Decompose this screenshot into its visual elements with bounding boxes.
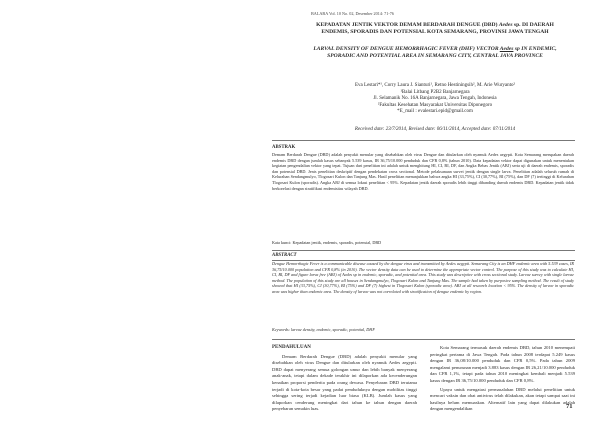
abstrak-heading: ABSTRAK [272,145,296,150]
affiliation-2: ²Fakultas Kesehatan Masyarakat Universitas Diponegoro [377,102,493,108]
abstrak-body: Demam Berdarah Dengue (DBD) adalah penyakit menular yang disebabkan oleh virus Dengue dan ditularkan oleh nyamuk Aedes aegypti. Kota Semarang merupakan daerah endemis DBD dengan jumlah kasus sebanyak 5.539 kasus, IR 36,75/10.000 penduduk dan CFR 0,8% (tahun 2010). Data kepadatan vektor dapat digunakan untuk menentukan kegiatan pengendalian vektor yang tepat. Tujuan dari penelitian ini adalah untuk menghitung HI, CI, BI, DF, dan Angka Bebas Jentik (ABJ) serta uji di daerah endemis, sporadis dan potensial DBD. Jenis penelitian deskriptif dengan pendekatan cross sectional. Metode pelaksanaan survei jentik dengan single larva. Penelitian adalah seluruh rumah di Kelurahan Sendangmulyo, Tlogosari Kulon dan Tanjung Mas. Hasil penelitian menunjukkan bahwa angka HI (33,75%), CI (30,77%), BI (75%), dan DF (7) tertinggi di Kelurahan Tlogosari Kulon (sporadis). Angka ABJ di semua lokasi penelitian < 95%. Kepadatan jentik daerah sporadis lebih tinggi dibanding daerah endemis DBD. Kepadatan jentik tidak berkorelasi dengan stratifikasi endemisitas wilayah DBD. [272,152,574,191]
divider [272,140,575,141]
running-head: BALABA Vol. 10 No. 02, Desember 2014: 71-76 [311,11,394,16]
section-heading: PENDAHULUAN [272,345,311,350]
title-english: LARVAL DENSITY OF DENGUE HEMORRHAGIC FEVER (DHF) VECTOR Aedes sp IN ENDEMIC, SPORADIC AND POTENTIAL AREA IN SEMARANG CITY, CENTRAL JAVA PROVINCE [313,46,557,59]
species-name: Aedes [499,46,514,52]
body-column-right [430,345,575,415]
author-email: *E_mail : evalestari.epid@gmail.com [397,109,473,115]
body-paragraph: Upaya untuk mengatasi permasalahan DBD melalui penelitian untuk mencari vaksin dan obat antivirus telah dilakukan, akan tetapi sampai saat ini hasilnya belum memuaskan. Alternatif lain yang dapat dilakukan adalah dengan mengendalikan [430,386,575,412]
abstrak-keywords: Kata kunci: Kepadatan jentik, endemis, sporadis, potensial, DBD [272,240,382,245]
submission-dates: Received date: 23/7/2014, Revised date: 06/11/2014, Accepted date: 07/11/2014 [354,127,516,132]
page-number: 71 [566,403,573,410]
divider [272,250,575,251]
species-name: Aedes [498,22,513,28]
author-names: Eva Lestari*¹, Corry Laura J. Sianturi¹, Retno Hestiningsih², M. Arie Wuryanto² [355,83,515,88]
abstract-keywords: Keywords: larvae density, endemic, sporadic, potential, DHF [272,327,375,332]
divider [272,339,575,340]
affiliation-1-address: Jl. Selamanik No. 16A Banjarnegara, Jawa Tengah, Indonesia [373,96,497,102]
abstract-heading: ABSTRACT [272,253,297,258]
body-paragraph: Demam Berdarah Dengue (DBD) adalah penyakit menular yang disebabkan oleh virus Dengue dan ditularkan oleh nyamuk Aedes aegypti. DBD dapat menyerang semua golongan umur dan lebih banyak menyerang anak-anak, tetapi dalam dekade terakhir ini dilaporkan ada kecenderungan kenaikan proporsi penderita pada orang dewasa. Penyebaran DBD terutama terjadi di kota-kota besar yang padat penduduknya dengan mobilitas tinggi sehingga sering terjadi kejadian luar biasa (KLB). Jumlah kasus yang dilaporkan cenderung meningkat dari tahun ke tahun dengan daerah penyebaran semakin luas. [272,353,417,412]
author-block [300,83,570,116]
body-paragraph: Kota Semarang termasuk daerah endemis DBD, tahun 2010 menempati peringkat pertama di Jawa Tengah. Pada tahun 2008 terdapat 5.249 kasus dengan IR 36,08/10.000 penduduk dan CFR 0,5%. Pada tahun 2009 mengalami penurunan menjadi 3.883 kasus dengan IR 26,21/10.000 penduduk dan CFR 1,1%, tetapi pada tahun 2010 meningkat kembali menjadi 5.539 kasus dengan IR 36,75/10.000 penduduk dan CFR 0,8%. [430,345,575,383]
body-column-left [272,345,417,415]
abstract-body: Dengue Hemorrhagic Fever is a communicable disease caused by the dengue virus and transmitted by Aedes aegypti. Semarang City is an DHF endemic area with 5.539 cases, IR 36,75/10.000 population and CFR 0,8% (in 2010). The vector density data can be used to determine the appropriate vector control. The purpose of this study was to calculate HI, CI, BI, DF and figure larva free (ABJ) of Aedes sp in endemic, sporadic, and potential area. This study was descriptive with cross sectional study. Larvae survey with single larvae method. The population of this study are all houses in Sendangmulyo, Tlogosari Kulon and Tanjung Mas. The sample had taken by purposive sampling method. The result of study showed that HI (33,75%), CI (30,77%), BI (75%) and DF (7) highest in Tlogosari Kulon (sporadic area). ABJ at all research location < 95%. The density of larvae in sporadic area was higher than endemic area. The density of larvae was not correlated with stratification of dengue endemic by region. [272,261,574,294]
affiliation-1: ¹Balai Litbang P2B2 Banjarnegara [400,89,470,95]
title-indonesian: KEPADATAN JENTIK VEKTOR DEMAM BERDARAH DENGUE (DBD) Aedes sp. DI DAERAH ENDEMIS, SPORADIS DAN POTENSIAL KOTA SEMARANG, PROVINSI JAWA TENGAH [316,22,554,35]
